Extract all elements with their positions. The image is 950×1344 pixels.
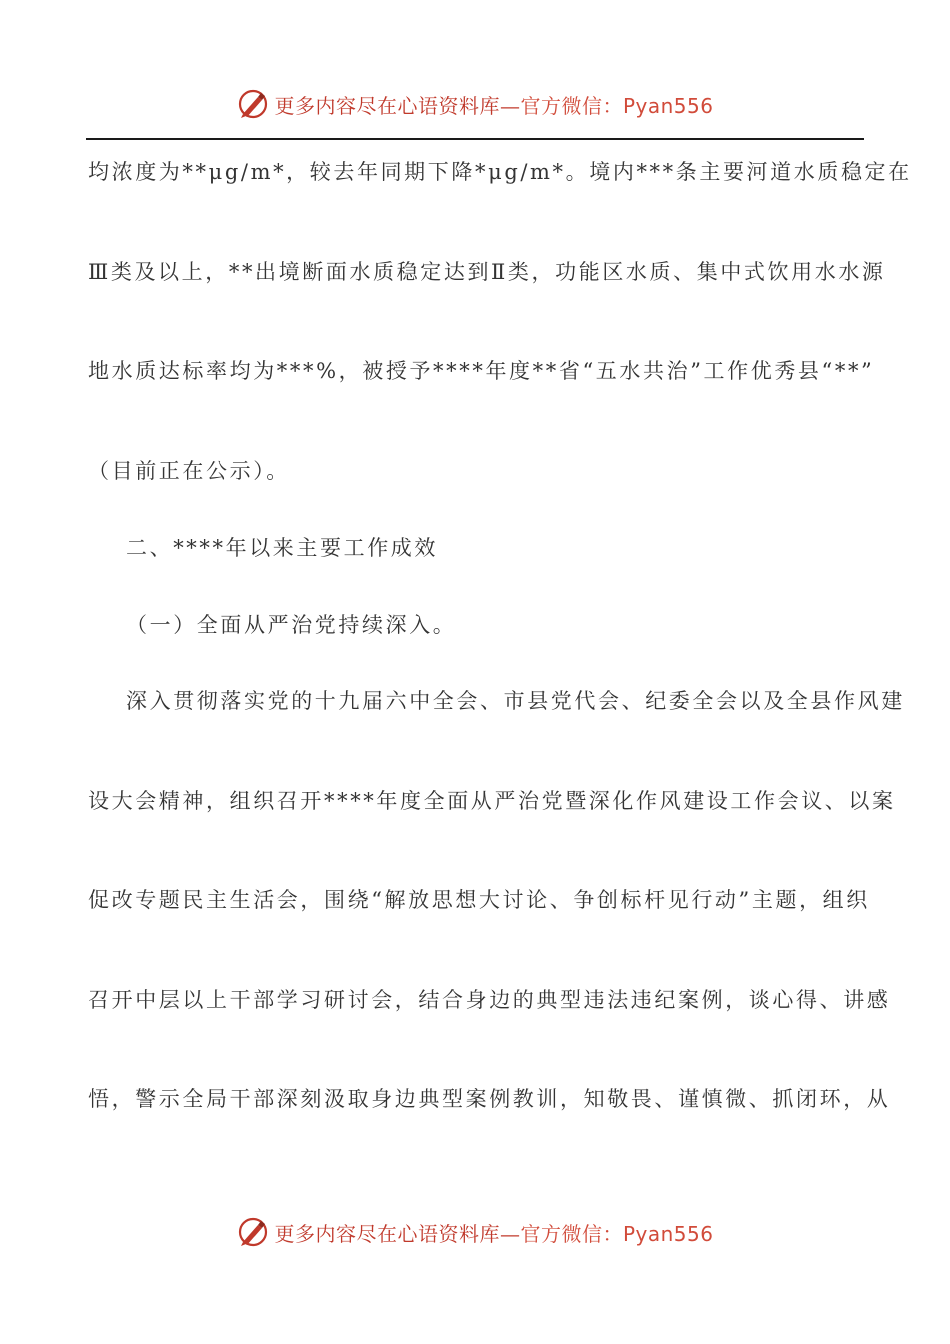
footer-brand-wechat: 官方微信：Pyan556 bbox=[520, 1221, 714, 1246]
footer-brand-text bbox=[274, 1218, 713, 1247]
header-rule bbox=[86, 138, 864, 140]
body-line: Ⅲ类及以上，**出境断面水质稳定达到Ⅱ类，功能区水质、集中式饮用水水源 bbox=[88, 260, 886, 284]
body-line: 设大会精神，组织召开****年度全面从严治党暨深化作风建设工作会议、以案 bbox=[88, 789, 896, 813]
body-line: （目前正在公示）。 bbox=[88, 459, 290, 483]
body-line: 促改专题民主生活会，围绕“解放思想大讨论、争创标杆见行动”主题，组织 bbox=[88, 888, 870, 912]
footer-brand-main: 更多内容尽在心语资料库 bbox=[274, 1221, 500, 1246]
body-line: 深入贯彻落实党的十九届六中全会、市县党代会、纪委全会以及全县作风建 bbox=[126, 689, 905, 713]
body-line: 地水质达标率均为***%，被授予****年度**省“五水共治”工作优秀县“**” bbox=[88, 359, 875, 383]
body-line: 悟，警示全局干部深刻汲取身边典型案例教训，知敬畏、谨慎微、抓闭环，从 bbox=[88, 1087, 891, 1111]
subsection-heading: （一）全面从严治党持续深入。 bbox=[126, 613, 457, 637]
pen-logo-icon bbox=[236, 1215, 270, 1249]
page-header bbox=[0, 82, 950, 126]
body-line: 均浓度为**μg/m*，较去年同期下降*μg/m*。境内***条主要河道水质稳定在 bbox=[88, 160, 912, 184]
pen-logo-icon bbox=[236, 87, 270, 121]
header-brand-main: 更多内容尽在心语资料库 bbox=[274, 93, 500, 118]
section-heading: 二、****年以来主要工作成效 bbox=[126, 536, 438, 560]
header-brand-wechat: 官方微信：Pyan556 bbox=[520, 93, 714, 118]
header-brand-text bbox=[274, 90, 713, 119]
header-brand-dash: — bbox=[499, 93, 521, 118]
body-line: 召开中层以上干部学习研讨会，结合身边的典型违法违纪案例，谈心得、讲感 bbox=[88, 988, 891, 1012]
footer-brand-dash: — bbox=[499, 1221, 521, 1246]
page-footer bbox=[0, 1210, 950, 1254]
